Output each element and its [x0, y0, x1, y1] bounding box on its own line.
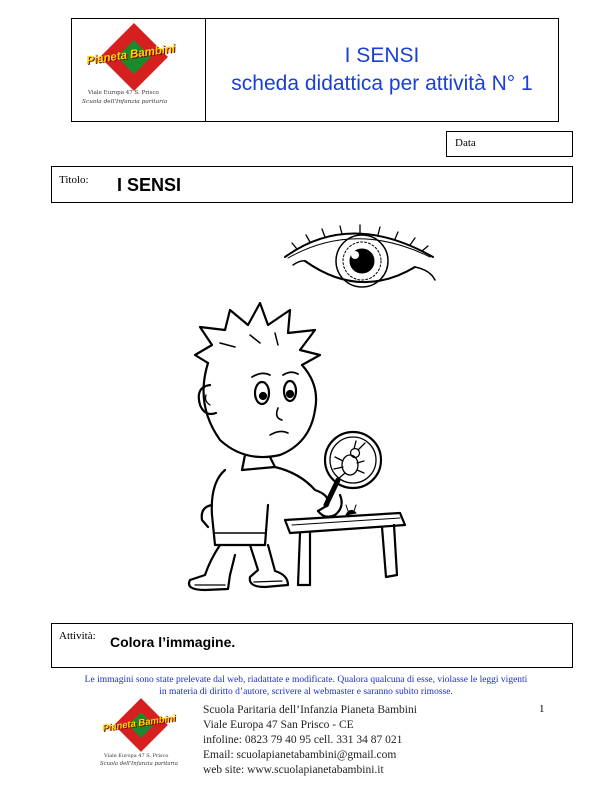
logo-address: Viale Europa 47 S. Prisco [88, 90, 159, 96]
footer-address: Viale Europa 47 San Prisco - CE [203, 719, 354, 731]
logo-name: Pianeta Bambini [85, 42, 176, 68]
footer-website[interactable]: web site: www.scuolapianetabambini.it [203, 764, 384, 776]
footer-logo-school: Scuola dell'Infanzia paritaria [100, 761, 178, 767]
eye-illustration [285, 225, 435, 287]
activity-field[interactable] [51, 623, 573, 668]
disclaimer-line-1: Le immagini sono state prelevate dal web, riadattate e modificate. Qualora qualcuna di esse, violasse le leggi vigenti [84, 675, 528, 685]
activity-value: Colora l’immagine. [110, 634, 236, 650]
disclaimer-line-2: in materia di diritto d’autore, scrivere al webmaster e saranno subito rimosse. [159, 687, 453, 697]
footer-phone: infoline: 0823 79 40 95 cell. 331 34 87 021 [203, 734, 403, 746]
worksheet-illustration [150, 215, 450, 600]
copyright-disclaimer [30, 674, 582, 698]
title-line-1: I SENSI [344, 44, 420, 67]
page-title [206, 19, 558, 121]
title-field[interactable] [51, 166, 573, 203]
header-logo-cell [72, 19, 206, 121]
school-logo [82, 27, 194, 115]
footer-school-name: Scuola Paritaria dell’Infanzia Pianeta Bambini [203, 704, 417, 716]
header-box [71, 18, 559, 122]
activity-label: Attività: [59, 630, 96, 642]
page-number: 1 [539, 703, 545, 715]
boy-with-magnifying-glass-illustration [189, 303, 405, 590]
title-line-2: scheda didattica per attività N° 1 [231, 72, 533, 95]
date-field[interactable] [446, 131, 573, 157]
footer-email[interactable]: Email: scuolapianetabambini@gmail.com [203, 749, 397, 761]
footer-contact-info [203, 703, 417, 778]
title-value: I SENSI [117, 175, 182, 195]
footer-logo-name: Pianeta Bambini [101, 712, 177, 735]
title-label: Titolo: [59, 174, 89, 186]
logo-school: Scuola dell'Infanzia paritaria [82, 99, 168, 105]
footer-logo-address: Viale Europa 47 S. Prisco [104, 753, 169, 759]
date-label: Data [455, 137, 476, 149]
bug-icon [334, 441, 365, 479]
footer-school-logo [98, 700, 198, 772]
